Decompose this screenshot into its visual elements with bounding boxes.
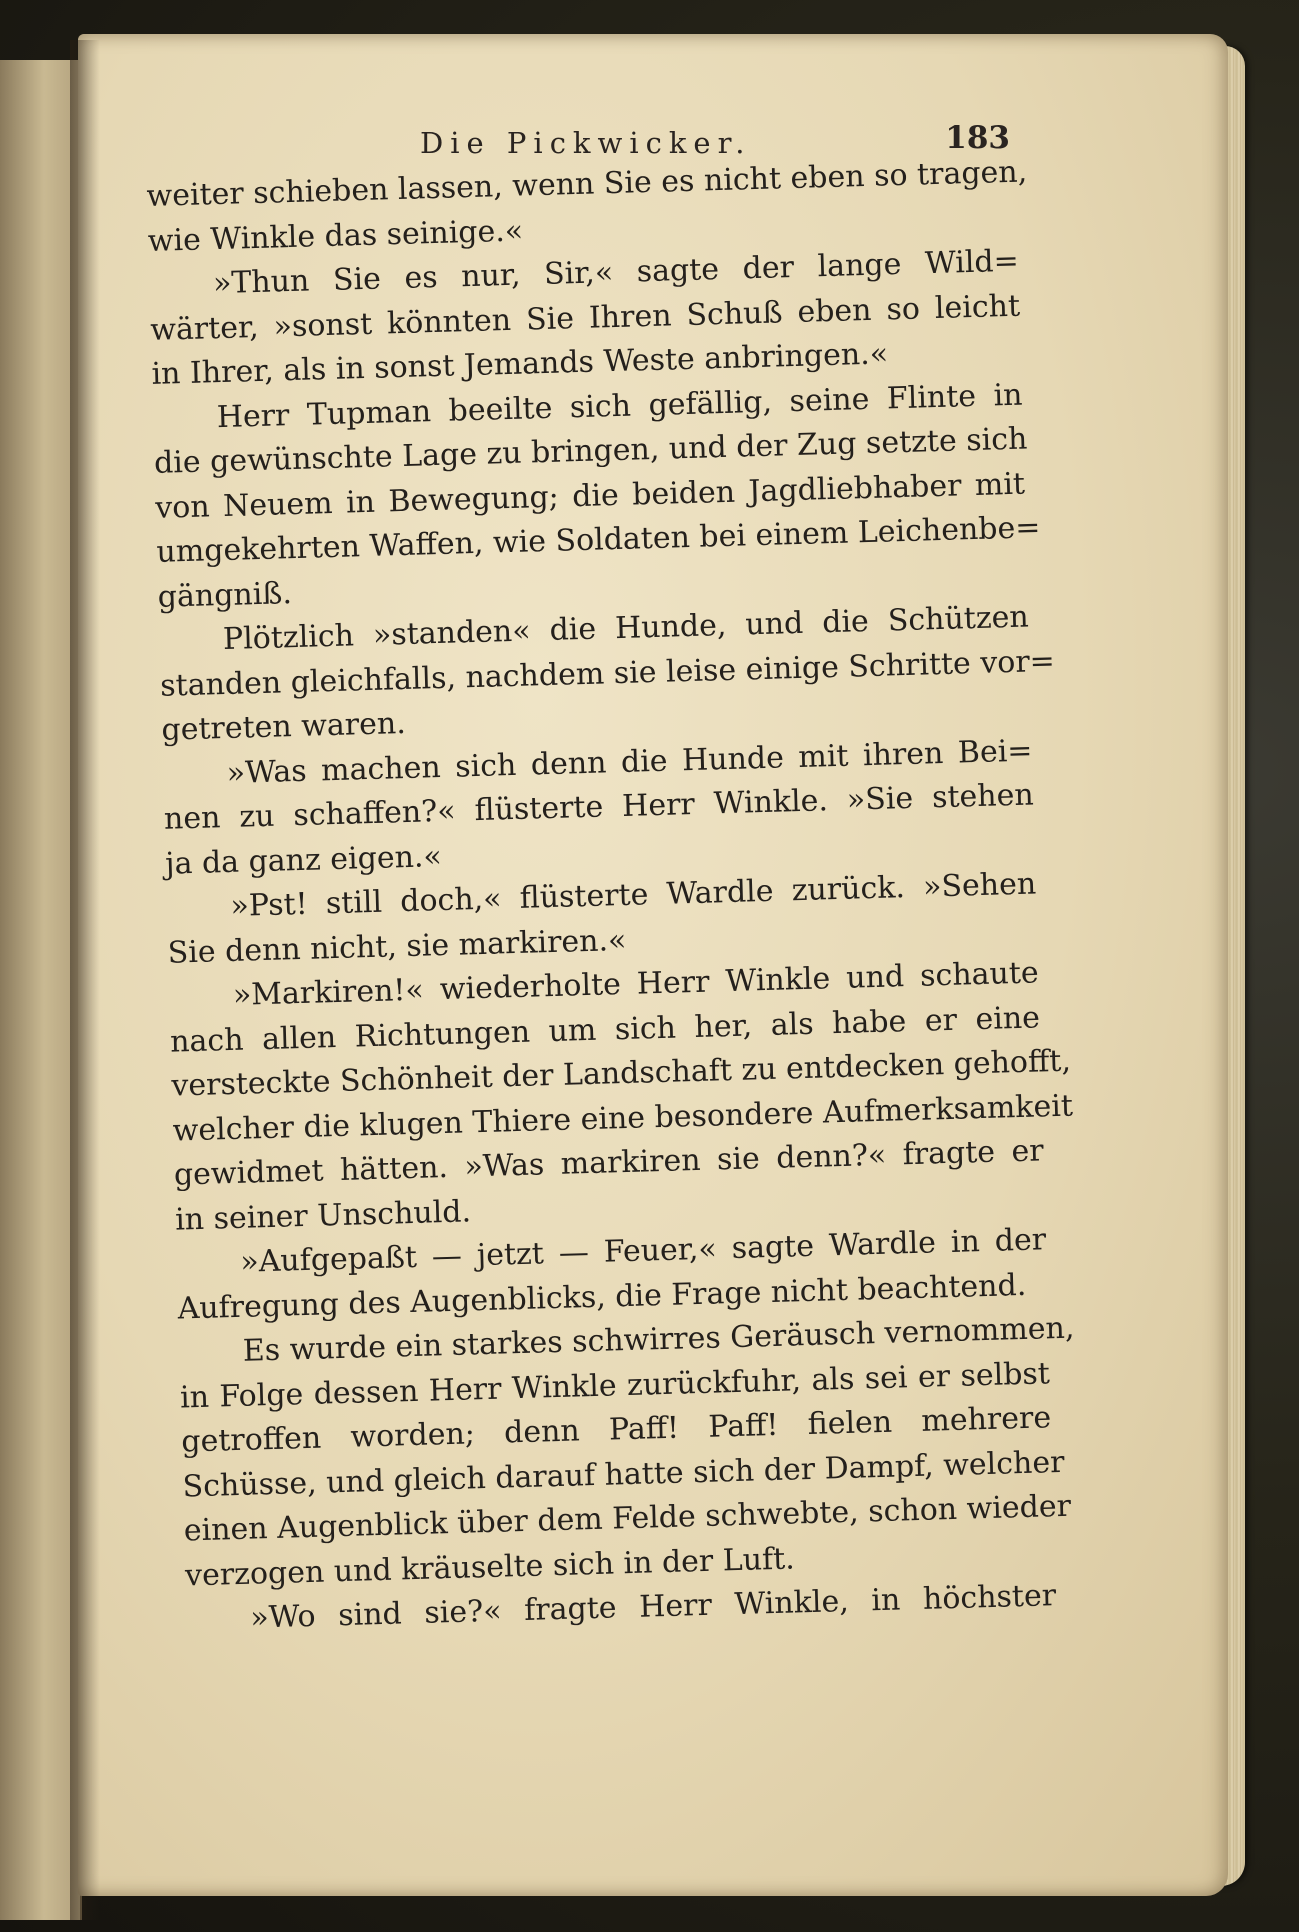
text-line: Herr Tupman beeilte sich gefällig, seine Flinte in (216, 377, 1023, 435)
text-line: »Was machen sich denn die Hunde mit ihren Bei= (226, 732, 1033, 791)
text-line: getreten waren. (161, 705, 407, 748)
text-line: verzogen und kräuselte sich in der Luft. (184, 1540, 796, 1593)
text-line: standen gleichfalls, nachdem sie leise einige Schritte vor= (159, 643, 1056, 704)
text-line: gewidmet hätten. »Was markiren sie denn?« fragte er (173, 1133, 1045, 1193)
text-line: »Markiren!« wiederholte Herr Winkle und schaute (232, 955, 1040, 1013)
body-text (146, 151, 1075, 1643)
text-line: umgekehrten Waffen, wie Soldaten bei einem Leichenbe= (156, 510, 1041, 570)
text-line: wie Winkle das seinige.« (147, 212, 524, 259)
text-line: Schüsse, und gleich darauf hatte sich der Dampf, welcher (182, 1444, 1065, 1504)
text-line: Aufregung des Augenblicks, die Frage nicht beachtend. (177, 1267, 1027, 1327)
text-line: Sie denn nicht, sie markiren.« (167, 922, 627, 971)
text-line: »Wo sind sie?« fragte Herr Winkle, in höchster (249, 1578, 1057, 1636)
text-line: in seiner Unschuld. (174, 1193, 472, 1238)
text-line: welcher die klugen Thiere eine besondere Aufmerksamkeit (172, 1087, 1074, 1149)
text-line: nen zu schaffen?« flüsterte Herr Winkle. »Sie stehen (163, 777, 1035, 837)
text-line: gängniß. (157, 575, 293, 615)
text-line: einen Augenblick über dem Felde schwebte, schon wieder (183, 1488, 1072, 1549)
text-line: in Folge dessen Herr Winkle zurückfuhr, als sei er selbst (179, 1355, 1051, 1416)
text-line: von Neuem in Bewegung; die beiden Jagdliebhaber mit (154, 466, 1026, 526)
text-line: versteckte Schönheit der Landschaft zu entdecken gehofft, (170, 1043, 1072, 1104)
page-number: 183 (945, 120, 1010, 156)
text-line: weiter schieben lassen, wenn Sie es nicht eben so tragen, (146, 154, 1028, 214)
text-line: »Thun Sie es nur, Sir,« sagte der lange Wild= (212, 243, 1020, 302)
text-line: in Ihrer, als in sonst Jemands Weste anbringen.« (151, 336, 889, 392)
text-line: ja da ganz eigen.« (164, 838, 443, 882)
running-title: Die Pickwicker. (420, 126, 752, 160)
text-line: »Aufgepaßt — jetzt — Feuer,« sagte Wardle in der (239, 1222, 1047, 1280)
text-line: die gewünschte Lage zu bringen, und der Zug setzte sich (153, 421, 1028, 481)
spine-shadow (70, 40, 100, 1920)
text-line: Plötzlich »standen« die Hunde, und die Schützen (222, 599, 1030, 658)
text-line: Es wurde ein starkes schwirres Geräusch vernommen, (242, 1310, 1075, 1369)
text-line: nach allen Richtungen um sich her, als habe er eine (169, 999, 1041, 1060)
text-line: getroffen worden; denn Paff! Paff! fielen mehrere (180, 1400, 1052, 1460)
text-line: »Pst! still doch,« flüsterte Wardle zurück. »Sehen (229, 866, 1037, 924)
text-line: wärter, »sonst könnten Sie Ihren Schuß eben so leicht (149, 288, 1021, 348)
